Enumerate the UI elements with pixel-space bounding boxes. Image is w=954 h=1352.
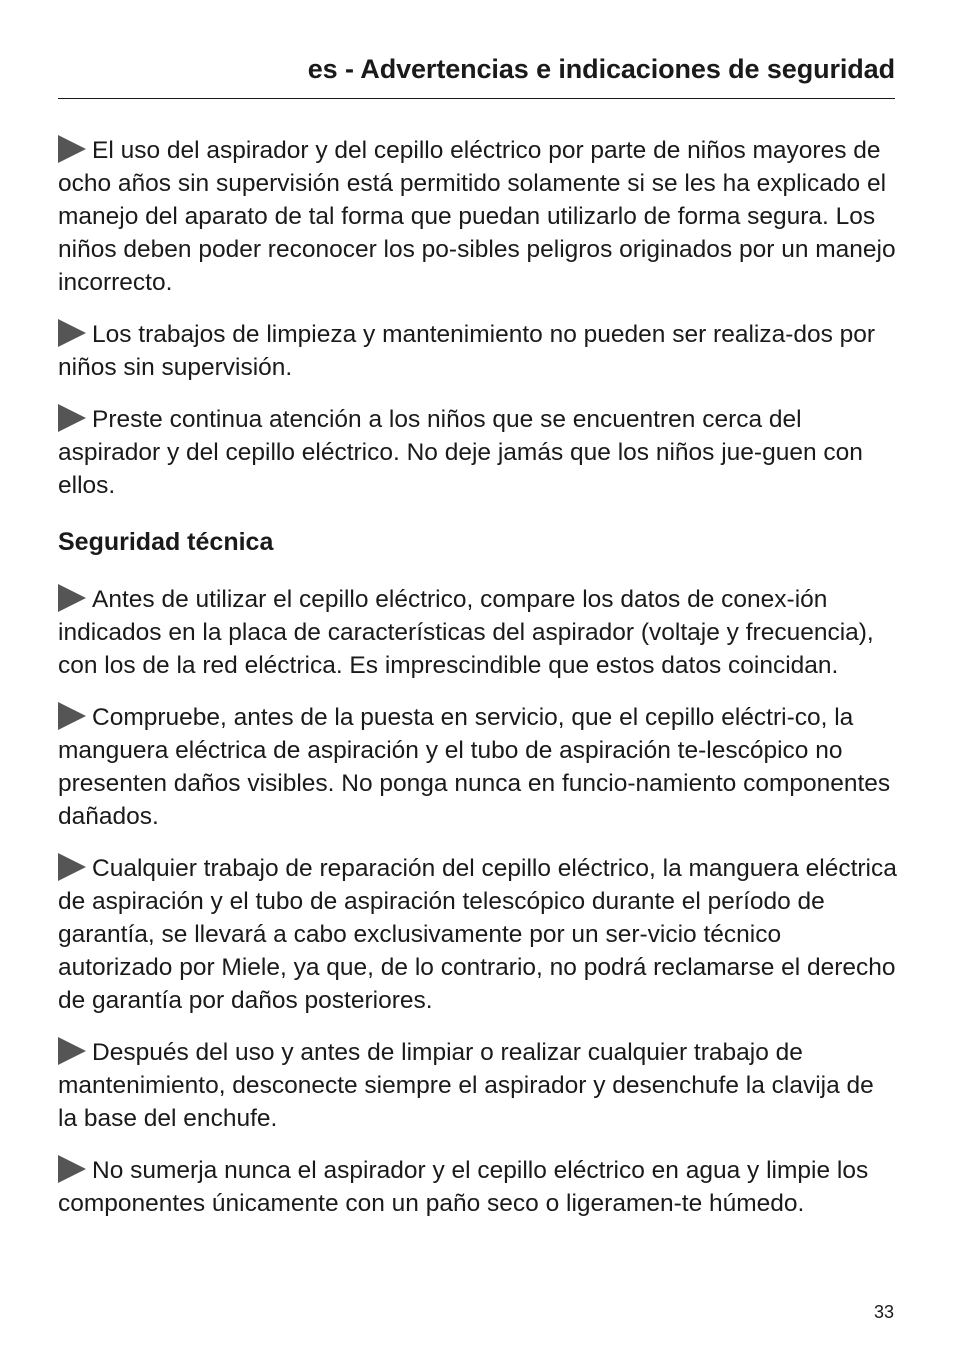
warning-paragraph <box>58 852 898 1017</box>
arrow-right-icon <box>58 319 86 347</box>
warning-paragraph <box>58 583 898 682</box>
page-number: 33 <box>873 1302 894 1322</box>
warning-paragraph <box>58 134 898 299</box>
warning-paragraph <box>58 318 898 384</box>
page-header <box>58 54 895 99</box>
header-title: es - Advertencias e indicaciones de seguridad <box>307 54 895 84</box>
paragraph-text: Cualquier trabajo de reparación del cepillo eléctrico, la manguera eléctrica de aspiración y el tubo de aspiración telescópico durante el período de garantía, se llevará a cabo exclusivamente por un ser-vicio técnico autorizado por Miele, ya que, de lo contrario, no podrá reclamarse el derecho de garantía por daños posteriores. <box>58 855 897 1014</box>
arrow-right-icon <box>58 584 86 612</box>
arrow-right-icon <box>58 404 86 432</box>
paragraph-text: Los trabajos de limpieza y mantenimiento no pueden ser realiza-dos por niños sin supervisión. <box>58 321 876 381</box>
warning-paragraph <box>58 403 898 502</box>
paragraph-text: No sumerja nunca el aspirador y el cepillo eléctrico en agua y limpie los componentes únicamente con un paño seco o ligeramen-te húmedo. <box>58 1157 869 1217</box>
paragraph-text: Preste continua atención a los niños que se encuentren cerca del aspirador y del cepillo eléctrico. No deje jamás que los niños jue-guen con ellos. <box>58 406 863 499</box>
arrow-right-icon <box>58 1037 86 1065</box>
paragraph-text: Compruebe, antes de la puesta en servicio, que el cepillo eléctri-co, la manguera eléctrica de aspiración y el tubo de aspiración te-lescópico no presenten daños visibles. No ponga nunca en funcio-namiento componentes dañados. <box>58 704 891 830</box>
warning-paragraph <box>58 1036 898 1135</box>
arrow-right-icon <box>58 702 86 730</box>
arrow-right-icon <box>58 853 86 881</box>
paragraph-text: El uso del aspirador y del cepillo eléctrico por parte de niños mayores de ocho años sin supervisión está permitido solamente si se les ha explicado el manejo del aparato de tal forma que puedan utilizarlo de forma segura. Los niños deben poder reconocer los po-sibles peligros originados por un manejo incorrecto. <box>58 137 896 296</box>
warning-paragraph <box>58 1154 898 1220</box>
section-heading: Seguridad técnica <box>58 528 274 556</box>
page-content <box>58 134 898 1239</box>
paragraph-text: Después del uso y antes de limpiar o realizar cualquier trabajo de mantenimiento, desconecte siempre el aspirador y desenchufe la clavija de la base del enchufe. <box>58 1039 874 1132</box>
arrow-right-icon <box>58 135 86 163</box>
warning-paragraph <box>58 701 898 833</box>
arrow-right-icon <box>58 1155 86 1183</box>
paragraph-text: Antes de utilizar el cepillo eléctrico, compare los datos de conex-ión indicados en la placa de características del aspirador (voltaje y frecuencia), con los de la red eléctrica. Es imprescindible que estos datos coincidan. <box>58 586 874 679</box>
